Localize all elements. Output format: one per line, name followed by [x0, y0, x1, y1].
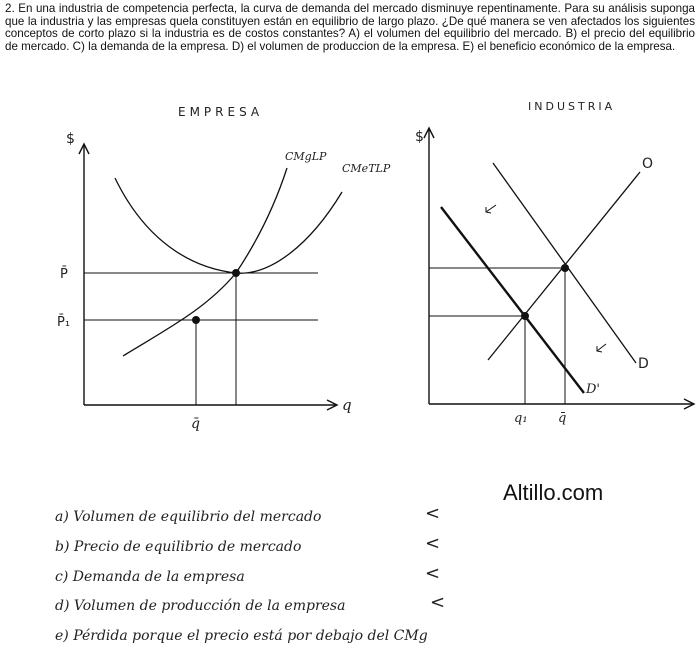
answer-a: a) Volumen de equilibrio del mercado: [55, 509, 322, 525]
watermark: Altillo.com: [503, 480, 604, 505]
firm-q-label: q̄: [191, 416, 200, 432]
answer-b: b) Precio de equilibrio de mercado: [55, 539, 302, 555]
firm-cmg-curve: [123, 168, 287, 356]
industry-y-axis-label: $: [415, 129, 424, 145]
industry-q1-label: q₁: [514, 411, 528, 426]
firm-cmg-label: CMgLP: [285, 150, 327, 163]
industry-supply-label: O: [642, 156, 654, 172]
answer-d: d) Volumen de producción de la empresa: [55, 598, 346, 614]
industry-demand-label: D: [638, 356, 649, 372]
answer-c: c) Demanda de la empresa: [55, 569, 245, 585]
firm-graph-title: EMPRESA: [178, 105, 264, 119]
firm-cmet-curve: [115, 178, 342, 273]
shift-arrow-icon: [486, 205, 606, 352]
industry-demand2-label: D': [586, 382, 600, 397]
industry-q-label: q̄: [558, 411, 567, 426]
industry-equilibrium-point: [561, 264, 569, 272]
firm-price-label: P̄: [60, 267, 68, 282]
firm-y-axis-label: $: [66, 131, 75, 147]
answer-b-mark: <: [425, 533, 441, 554]
firm-cmet-label: CMeTLP: [342, 162, 391, 175]
answer-d-mark: <: [430, 592, 446, 613]
firm-price2-label: P̄₁: [57, 315, 71, 330]
question-text: 2. En una industria de competencia perfecta, la curva de demanda del mercado disminuye repentinamente. Para su análisis suponga que la industria y las empresas quela constituyen están en equilibrio de largo plazo. ¿De qué manera se ven afectados los siguientes conceptos de corto plazo si la industria es de costos constantes? A) el volumen del equilibrio del mercado. B) el precio del equilibrio de mercado. C) la demanda de la empresa. D) el volumen de produccion de la empresa. E) el beneficio económico de la empresa.: [5, 2, 695, 53]
industry-new-equilibrium-point: [521, 312, 529, 320]
answer-c-mark: <: [425, 563, 441, 584]
answer-a-mark: <: [425, 503, 441, 524]
answer-e: e) Pérdida porque el precio está por debajo del CMg: [55, 628, 428, 644]
industry-demand2-curve: [441, 207, 584, 393]
firm-x-axis-label: q: [342, 396, 352, 414]
industry-graph-title: INDUSTRIA: [528, 100, 616, 113]
